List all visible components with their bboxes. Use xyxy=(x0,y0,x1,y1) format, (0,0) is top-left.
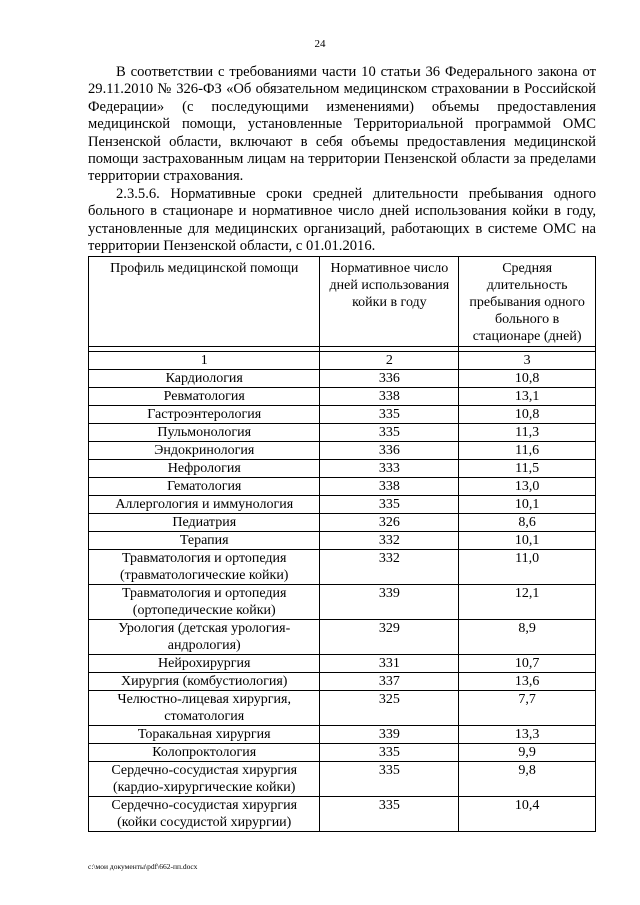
row-avg-stay: 11,0 xyxy=(459,550,596,585)
row-avg-stay: 12,1 xyxy=(459,585,596,620)
table-row xyxy=(89,550,596,585)
row-bed-days: 335 xyxy=(320,406,459,424)
row-profile: Хирургия (комбустиология) xyxy=(89,673,320,691)
row-profile: Ревматология xyxy=(89,388,320,406)
row-profile: Челюстно-лицевая хирургия, стоматология xyxy=(89,691,320,726)
row-profile: Урология (детская урология-андрология) xyxy=(89,620,320,655)
row-avg-stay: 10,8 xyxy=(459,370,596,388)
table-row xyxy=(89,514,596,532)
row-profile: Сердечно-сосудистая хирургия (кардио-хирургические койки) xyxy=(89,762,320,797)
row-profile: Гематология xyxy=(89,478,320,496)
row-avg-stay: 13,3 xyxy=(459,726,596,744)
table-row xyxy=(89,762,596,797)
table-row xyxy=(89,424,596,442)
table-row xyxy=(89,655,596,673)
row-avg-stay: 13,6 xyxy=(459,673,596,691)
table-row xyxy=(89,744,596,762)
normative-table xyxy=(88,256,596,832)
row-avg-stay: 13,0 xyxy=(459,478,596,496)
row-profile: Гастроэнтерология xyxy=(89,406,320,424)
row-bed-days: 335 xyxy=(320,496,459,514)
row-avg-stay: 11,3 xyxy=(459,424,596,442)
row-profile: Нефрология xyxy=(89,460,320,478)
row-bed-days: 339 xyxy=(320,726,459,744)
row-avg-stay: 11,5 xyxy=(459,460,596,478)
row-avg-stay: 10,4 xyxy=(459,797,596,832)
row-profile: Эндокринология xyxy=(89,442,320,460)
column-number: 1 xyxy=(89,352,320,370)
row-bed-days: 331 xyxy=(320,655,459,673)
row-profile: Нейрохирургия xyxy=(89,655,320,673)
table-row xyxy=(89,406,596,424)
row-avg-stay: 7,7 xyxy=(459,691,596,726)
row-bed-days: 336 xyxy=(320,442,459,460)
table-row xyxy=(89,478,596,496)
table-row xyxy=(89,620,596,655)
row-profile: Педиатрия xyxy=(89,514,320,532)
row-bed-days: 338 xyxy=(320,478,459,496)
row-avg-stay: 10,8 xyxy=(459,406,596,424)
row-avg-stay: 10,1 xyxy=(459,496,596,514)
row-profile: Аллергология и иммунология xyxy=(89,496,320,514)
row-profile: Кардиология xyxy=(89,370,320,388)
column-number: 2 xyxy=(320,352,459,370)
paragraph-normative-terms: 2.3.5.6. Нормативные сроки средней длительности пребывания одного больного в стационаре и нормативное число дней использования койки в году, установленные для медицинских организаций, работающих в системе ОМС на территории Пензенской области, с 01.01.2016. xyxy=(88,186,596,255)
row-bed-days: 335 xyxy=(320,762,459,797)
table-row xyxy=(89,532,596,550)
row-avg-stay: 8,9 xyxy=(459,620,596,655)
row-avg-stay: 11,6 xyxy=(459,442,596,460)
table-row xyxy=(89,673,596,691)
table-row xyxy=(89,442,596,460)
row-bed-days: 333 xyxy=(320,460,459,478)
row-profile: Травматология и ортопедия (травматологические койки) xyxy=(89,550,320,585)
row-bed-days: 336 xyxy=(320,370,459,388)
header-profile: Профиль медицинской помощи xyxy=(89,257,320,347)
row-bed-days: 332 xyxy=(320,550,459,585)
row-bed-days: 325 xyxy=(320,691,459,726)
table-row xyxy=(89,585,596,620)
row-bed-days: 335 xyxy=(320,797,459,832)
row-profile: Пульмонология xyxy=(89,424,320,442)
column-number-row xyxy=(89,352,596,370)
row-bed-days: 326 xyxy=(320,514,459,532)
paragraph-oms-volumes: В соответствии с требованиями части 10 статьи 36 Федерального закона от 29.11.2010 № 326-ФЗ «Об обязательном медицинском страховании в Российской Федерации» (с последующими изменениями) объемы предоставления медицинской помощи, установленные Территориальной программой ОМС Пензенской области, включают в себя объемы предоставления медицинской помощи застрахованным лицам на территории Пензенской области за пределами территории страхования. xyxy=(88,64,596,185)
row-bed-days: 338 xyxy=(320,388,459,406)
row-profile: Травматология и ортопедия (ортопедические койки) xyxy=(89,585,320,620)
row-avg-stay: 8,6 xyxy=(459,514,596,532)
row-bed-days: 329 xyxy=(320,620,459,655)
row-profile: Сердечно-сосудистая хирургия (койки сосудистой хирургии) xyxy=(89,797,320,832)
row-bed-days: 332 xyxy=(320,532,459,550)
row-avg-stay: 9,8 xyxy=(459,762,596,797)
table-row xyxy=(89,496,596,514)
page-number: 24 xyxy=(314,38,326,50)
row-bed-days: 335 xyxy=(320,744,459,762)
table-row xyxy=(89,797,596,832)
table-row xyxy=(89,388,596,406)
row-avg-stay: 10,7 xyxy=(459,655,596,673)
file-path-footer: c:\мои документы\pdf\662-пп.docx xyxy=(88,862,198,871)
table-row xyxy=(89,691,596,726)
header-bed-days: Нормативное число дней использования койки в году xyxy=(320,257,459,347)
table-row xyxy=(89,370,596,388)
table-row xyxy=(89,460,596,478)
table-header-row xyxy=(89,257,596,347)
row-bed-days: 335 xyxy=(320,424,459,442)
row-avg-stay: 9,9 xyxy=(459,744,596,762)
row-bed-days: 337 xyxy=(320,673,459,691)
column-number: 3 xyxy=(459,352,596,370)
row-bed-days: 339 xyxy=(320,585,459,620)
row-profile: Колопроктология xyxy=(89,744,320,762)
row-profile: Торакальная хирургия xyxy=(89,726,320,744)
row-avg-stay: 13,1 xyxy=(459,388,596,406)
header-avg-stay: Средняя длительность пребывания одного больного в стационаре (дней) xyxy=(459,257,596,347)
row-avg-stay: 10,1 xyxy=(459,532,596,550)
table-row xyxy=(89,726,596,744)
row-profile: Терапия xyxy=(89,532,320,550)
